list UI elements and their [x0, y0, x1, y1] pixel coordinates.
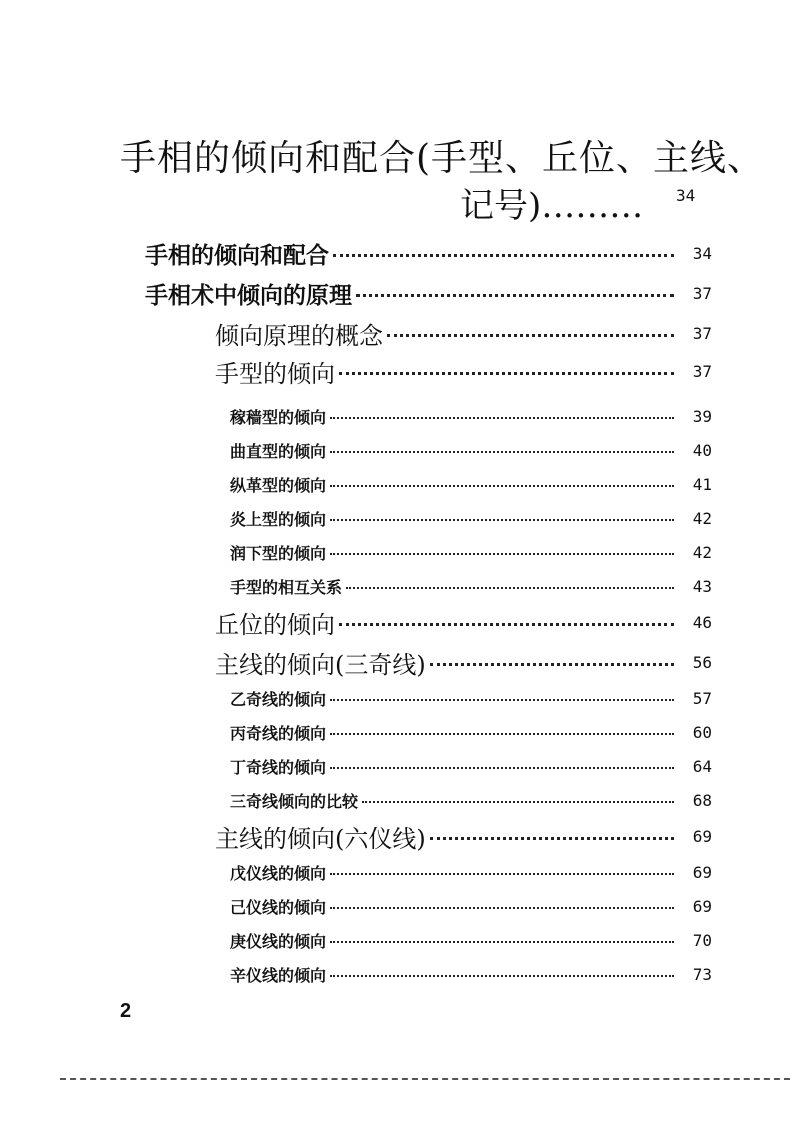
toc-entry-title: 己仪线的倾向 [230, 897, 327, 917]
toc-entry-title: 庚仪线的倾向 [230, 931, 327, 951]
toc-entry [230, 857, 712, 887]
dot-leader [330, 873, 674, 875]
toc-entry-title: 纵革型的倾向 [230, 475, 327, 495]
toc-entry-title: 主线的倾向(六仪线) [215, 824, 426, 853]
bottom-rule [60, 1078, 790, 1080]
toc-entry-page: 39 [692, 406, 712, 426]
toc-entry-title: 炎上型的倾向 [230, 509, 327, 529]
toc-entry-page: 46 [692, 612, 712, 632]
toc-entry [215, 821, 712, 851]
dot-leader [330, 417, 674, 419]
chapter-title: 手相的倾向和配合(手型、丘位、主线、 [120, 138, 765, 179]
toc-entry-title: 曲直型的倾向 [230, 441, 327, 461]
toc-entry-page: 43 [692, 576, 712, 596]
dot-leader [330, 941, 674, 943]
chapter-page-number: 34 [676, 186, 696, 205]
toc-entry [230, 959, 712, 989]
toc-entry-title: 主线的倾向(三奇线) [215, 650, 426, 679]
toc-entry-page: 42 [692, 508, 712, 528]
dot-leader [387, 334, 674, 337]
toc-entry-page: 70 [692, 930, 712, 950]
toc-entry-page: 34 [692, 243, 712, 263]
toc-entry-title: 倾向原理的概念 [215, 321, 383, 350]
dot-leader [330, 699, 674, 701]
dot-leader [330, 519, 674, 521]
toc-entry-title: 乙奇线的倾向 [230, 689, 327, 709]
toc-entry-title: 手相术中倾向的原理 [145, 282, 352, 309]
toc-entry [215, 607, 712, 637]
dot-leader [430, 837, 674, 840]
toc-entry-page: 73 [692, 964, 712, 984]
toc-entry [230, 401, 712, 431]
toc-entry-title: 润下型的倾向 [230, 543, 327, 563]
toc-entry-page: 37 [692, 361, 712, 381]
toc-entry-page: 57 [692, 688, 712, 708]
toc-entry-page: 56 [692, 652, 712, 672]
toc-entry [230, 785, 712, 815]
toc-entry [215, 647, 712, 677]
toc-entry [230, 469, 712, 499]
toc-entry [230, 683, 712, 713]
toc-entry [230, 435, 712, 465]
toc-entry-page: 42 [692, 542, 712, 562]
toc-entry-page: 37 [692, 283, 712, 303]
page-number: 2 [120, 1000, 132, 1022]
toc-entry-title: 丘位的倾向 [215, 610, 335, 639]
toc-entry-title: 手型的相互关系 [230, 577, 343, 597]
dot-leader [330, 907, 674, 909]
dot-leader [339, 623, 674, 626]
toc-entry [215, 318, 712, 348]
dot-leader [330, 553, 674, 555]
toc-entry [230, 717, 712, 747]
dot-leader [330, 733, 674, 735]
toc-entry-page: 40 [692, 440, 712, 460]
toc-entry [230, 537, 712, 567]
toc-entry-page: 69 [692, 826, 712, 846]
toc-entry-title: 手型的倾向 [215, 359, 335, 388]
toc-entry [230, 891, 712, 921]
dot-leader [330, 451, 674, 453]
dot-leader [333, 254, 674, 257]
toc-entry-title: 戊仪线的倾向 [230, 863, 327, 883]
toc-entry-page: 64 [692, 756, 712, 776]
toc-entry [230, 571, 712, 601]
toc-entry [215, 356, 712, 386]
dot-leader [356, 294, 674, 297]
toc-entry [230, 751, 712, 781]
dot-leader [330, 767, 674, 769]
toc-entry-page: 69 [692, 862, 712, 882]
toc-entry-title: 丙奇线的倾向 [230, 723, 327, 743]
dot-leader [330, 485, 674, 487]
toc-entry-page: 60 [692, 722, 712, 742]
toc-entry-title: 丁奇线的倾向 [230, 757, 327, 777]
toc-entry-title: 手相的倾向和配合 [145, 242, 329, 269]
toc-entry-page: 68 [692, 790, 712, 810]
chapter-title-continued: 记号)……… [460, 186, 644, 226]
dot-leader [339, 372, 674, 375]
toc-entry [145, 238, 712, 268]
toc-entry-page: 37 [692, 323, 712, 343]
dot-leader [430, 663, 674, 666]
toc-entry-page: 69 [692, 896, 712, 916]
dot-leader [330, 975, 674, 977]
dot-leader [362, 801, 674, 803]
toc-entry [230, 503, 712, 533]
toc-entry-title: 三奇线倾向的比较 [230, 791, 359, 811]
toc-entry [145, 278, 712, 308]
toc-entry-title: 稼穑型的倾向 [230, 407, 327, 427]
toc-entry [230, 925, 712, 955]
toc-entry-page: 41 [692, 474, 712, 494]
dot-leader [346, 587, 674, 589]
toc-entry-title: 辛仪线的倾向 [230, 965, 327, 985]
